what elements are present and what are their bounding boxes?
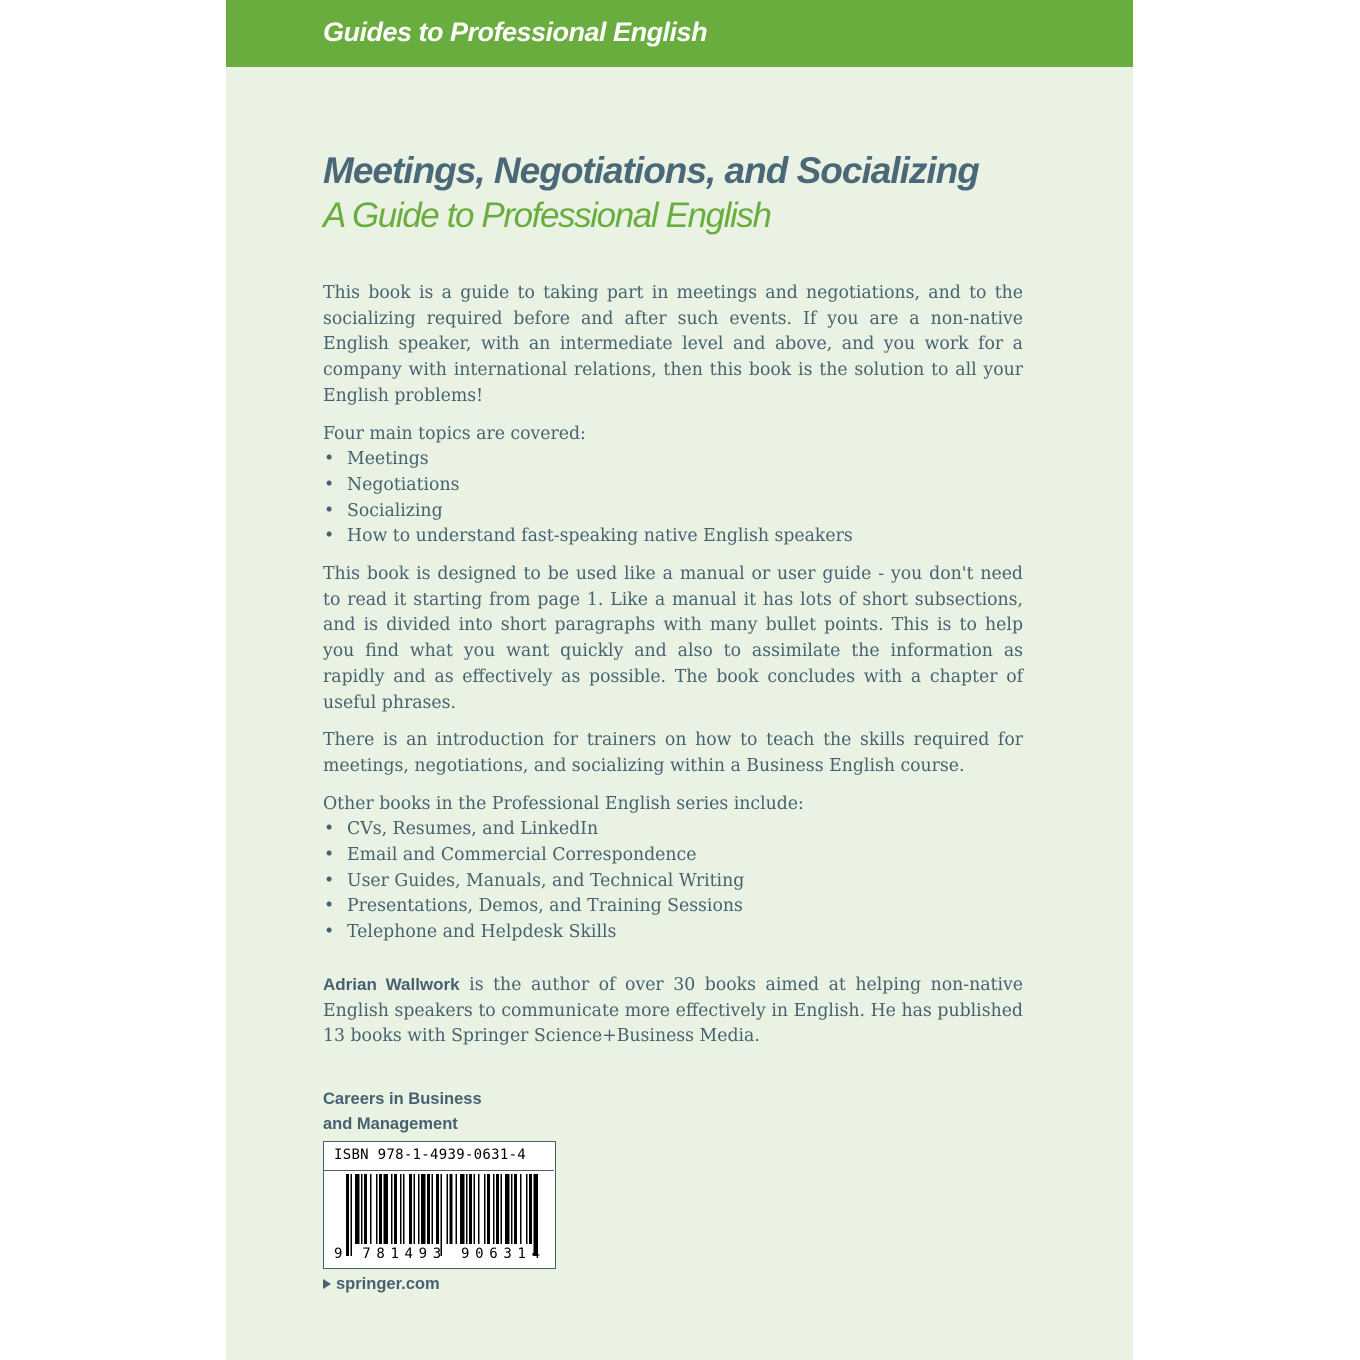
author-paragraph: [323, 972, 1023, 1050]
barcode-bar: [469, 1174, 472, 1244]
other-books-intro: Other books in the Professional English series include:: [323, 793, 804, 814]
barcode-bar: [520, 1174, 522, 1244]
list-item: • How to understand fast-speaking native English speakers: [323, 524, 1023, 550]
barcode-bar: [421, 1174, 426, 1244]
category-line-1: Careers in Business: [323, 1090, 482, 1108]
barcode-bar: [391, 1174, 393, 1244]
list-item: • Meetings: [323, 447, 1023, 473]
bullet-icon: •: [324, 870, 335, 891]
publisher-url: springer.com: [336, 1275, 440, 1293]
list-item: • User Guides, Manuals, and Technical Writing: [323, 869, 1023, 895]
barcode-bar: [514, 1174, 517, 1244]
bullet-icon: •: [324, 474, 335, 495]
book-subtitle: A Guide to Professional English: [323, 196, 771, 235]
barcode-bar: [409, 1174, 412, 1244]
blurb: [323, 281, 1023, 1062]
divider: [324, 1170, 554, 1171]
barcode-bar: [376, 1174, 378, 1244]
barcode-bar: [384, 1174, 389, 1244]
isbn-barcode-box: [323, 1141, 556, 1269]
series-title: Guides to Professional English: [323, 17, 708, 47]
author-name: Adrian Wallwork: [323, 974, 460, 994]
list-item: • Negotiations: [323, 473, 1023, 499]
barcode-bar: [394, 1174, 397, 1244]
barcode-bar: [505, 1174, 510, 1244]
barcode-bar: [370, 1174, 372, 1244]
list-item: • Telephone and Helpdesk Skills: [323, 920, 1023, 946]
barcode-bar: [501, 1174, 503, 1244]
isbn-number: ISBN 978-1-4939-0631-4: [334, 1147, 527, 1163]
barcode-digits: 9 781493 906314: [334, 1246, 540, 1262]
barcode-bar: [346, 1174, 349, 1256]
bullet-icon: •: [324, 845, 335, 866]
barcode-bar: [474, 1174, 476, 1244]
series-band: [226, 0, 1133, 67]
design-paragraph: This book is designed to be used like a manual or user guide - you don't need to read it starting from page 1. Like a manual it has lots of short subsections, and is divided into short paragraphs with many bullet points. This is to help you find what you want quickly and also to assimilate the information as rapidly and as effectively as possible. The book concludes with a chapter of useful phrases.: [323, 564, 1023, 713]
barcode-bar: [478, 1174, 480, 1244]
barcode-bar: [427, 1174, 430, 1244]
barcode-bar: [460, 1174, 465, 1244]
arrow-right-icon: [323, 1279, 331, 1289]
bullet-icon: •: [324, 922, 335, 943]
bullet-icon: •: [324, 526, 335, 547]
subject-category: [323, 1087, 523, 1137]
back-cover: [226, 0, 1133, 1360]
bullet-icon: •: [324, 449, 335, 470]
other-books-list: [323, 817, 1023, 946]
barcode-bar: [534, 1174, 539, 1256]
barcode-bar: [466, 1174, 468, 1244]
barcode-bar: [355, 1174, 360, 1244]
barcode-bar: [456, 1174, 458, 1244]
barcode-bar: [432, 1174, 434, 1244]
category-line-2: and Management: [323, 1115, 458, 1133]
barcode-bar: [436, 1174, 439, 1244]
barcode-bar: [511, 1174, 513, 1244]
barcode-bar: [351, 1174, 353, 1256]
bullet-icon: •: [324, 819, 335, 840]
trainers-paragraph: There is an introduction for trainers on how to teach the skills required for meetings, negotiations, and socializing within a Business English course.: [323, 730, 1023, 776]
barcode-bar: [414, 1174, 416, 1244]
list-item: • Email and Commercial Correspondence: [323, 843, 1023, 869]
topics-list: [323, 447, 1023, 550]
barcode-bar: [379, 1174, 382, 1244]
barcode-bar: [484, 1174, 486, 1244]
barcode-bar: [447, 1174, 449, 1244]
barcode-bar: [361, 1174, 363, 1244]
barcode-bar: [493, 1174, 495, 1244]
intro-paragraph: This book is a guide to taking part in meetings and negotiations, and to the socializing required before and after such events. If you are a non-native English speaker, with an intermediate level and above, and you work for a company with international relations, then this book is the solution to all your English problems!: [323, 283, 1023, 406]
barcode-icon: [332, 1172, 548, 1266]
barcode-bar: [487, 1174, 490, 1244]
barcode-bar: [496, 1174, 499, 1244]
publisher-link[interactable]: [323, 1275, 440, 1294]
barcode-bar: [441, 1174, 443, 1256]
list-item: • Presentations, Demos, and Training Sessions: [323, 894, 1023, 920]
topics-intro: Four main topics are covered:: [323, 423, 586, 444]
bullet-icon: •: [324, 500, 335, 521]
barcode-bar: [450, 1174, 453, 1244]
barcode-bar: [526, 1174, 528, 1244]
list-item: • Socializing: [323, 499, 1023, 525]
barcode-bar: [364, 1174, 367, 1244]
barcode-bar: [418, 1174, 420, 1244]
barcode-bar: [403, 1174, 405, 1244]
author-bio: is the author of over 30 books aimed at helping non-native English speakers to communicate more effectively in English. He has published 13 books with Springer Science+Business Media.: [323, 974, 1023, 1047]
list-item: • CVs, Resumes, and LinkedIn: [323, 817, 1023, 843]
barcode-bar: [529, 1174, 532, 1244]
barcode-bar: [400, 1174, 402, 1244]
book-title: Meetings, Negotiations, and Socializing: [323, 150, 979, 191]
bullet-icon: •: [324, 896, 335, 917]
